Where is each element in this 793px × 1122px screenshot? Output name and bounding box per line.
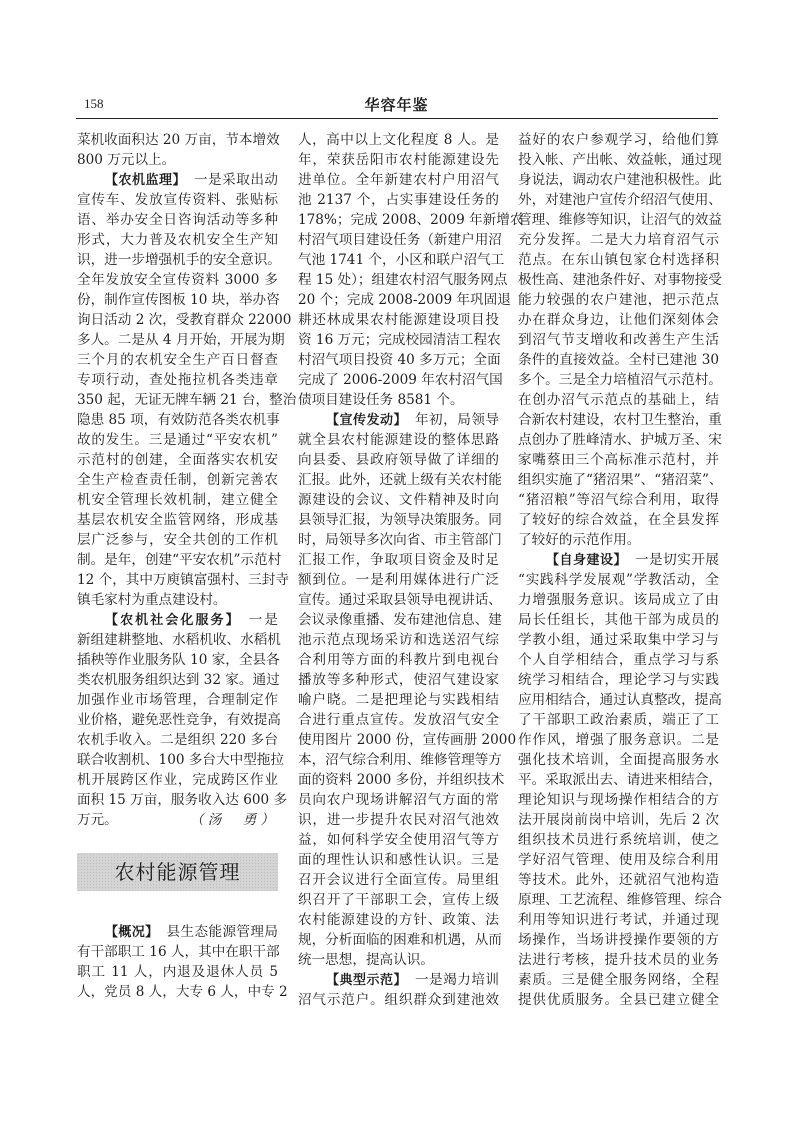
text-line [518, 950, 719, 970]
line-text: 识，进一步增强机手的安全意识。 [77, 252, 281, 268]
line-text: 宣传车、发放宣传资料、张贴标 [77, 192, 278, 208]
text-line [77, 630, 281, 650]
text-line [77, 590, 278, 610]
text-line [298, 150, 499, 170]
line-text: 联合收割机、100 多台大中型拖拉 [77, 752, 284, 768]
text-line [518, 850, 719, 870]
text-line [298, 270, 508, 290]
line-text: 到沼气节支增收和改善生产生活 [518, 332, 719, 348]
text-line [518, 230, 719, 250]
line-text: 汇报工作，争取项目资金及时足 [298, 552, 499, 568]
line-text: 在创办沼气示范点的基础上，结 [518, 392, 719, 408]
line-text: 范点。在东山镇包家仓村选择积 [518, 252, 719, 268]
line-text: 额到位。一是利用媒体进行广泛 [298, 572, 499, 588]
text-line [518, 570, 719, 590]
line-text: 作作风，增强了服务意识。二是 [518, 732, 719, 748]
line-text: 询日活动 2 次，受教育群众 22000 [77, 312, 292, 328]
text-line [518, 130, 719, 150]
text-line [518, 770, 722, 790]
text-line [518, 410, 722, 430]
line-text: 识，进一步提升农民对沼气池效 [298, 812, 499, 828]
text-line [298, 790, 499, 810]
text-line [77, 350, 278, 370]
text-line [518, 790, 719, 810]
text-line [298, 130, 499, 150]
text-line [518, 370, 722, 390]
line-text: 了干部职工政治素质，端正了工 [518, 712, 719, 728]
text-line [518, 910, 719, 930]
text-line [298, 730, 517, 750]
text-line [518, 650, 719, 670]
text-line [77, 730, 278, 750]
text-line [77, 570, 289, 590]
line-text: 利用等知识进行考试，并通过现 [518, 912, 719, 928]
text-line [77, 410, 278, 430]
text-line [518, 450, 719, 470]
line-text: 合利用等方面的科教片到电视台 [298, 652, 499, 668]
line-text: 局长任组长，其他干部为成员的 [518, 612, 719, 628]
text-line [77, 942, 278, 962]
text-column-2 [298, 130, 524, 1010]
text-line [77, 690, 278, 710]
text-line [77, 130, 278, 150]
line-text: 管理、维修等知识，让沼气的效益 [518, 212, 722, 228]
line-text: 办在群众身边，让他们深刻体会 [518, 312, 719, 328]
line-text: 农机手收入。二是组织 220 多台 [77, 732, 278, 748]
line-text: 学好沼气管理、使用及综合利用 [518, 852, 719, 868]
line-text: 一是 [248, 612, 278, 628]
line-text: 新组建耕整地、水稻机收、水稻机 [77, 632, 281, 648]
line-text: 组织实施了“猪沼果”、“猪沼菜”、 [518, 472, 723, 488]
line-text: 家嘴蔡田三个高标准示范村，并 [518, 452, 719, 468]
line-text: 债项目建设任务 8581 个。 [298, 392, 464, 408]
line-text: 法开展岗前岗中培训，先后 2 次 [518, 812, 719, 828]
line-text: 三个月的农机安全生产百日督查 [77, 352, 278, 368]
text-line [298, 330, 499, 350]
text-line [77, 150, 278, 170]
line-text: 机安全管理长效机制，建立健全 [77, 492, 278, 508]
text-line [298, 190, 499, 210]
line-text: 组织技术员进行系统培训，使之 [518, 832, 719, 848]
text-line [298, 830, 499, 850]
text-line [298, 690, 499, 710]
text-line [518, 470, 723, 490]
text-line [518, 210, 722, 230]
line-text: 份，制作宣传图板 10 块，举办咨 [77, 292, 280, 308]
text-line [77, 470, 278, 490]
text-line [298, 210, 524, 230]
line-text: 点创办了胜峰清水、护城万圣、宋 [518, 432, 722, 448]
line-text: 类农机服务组织达到 32 家。通过 [77, 672, 280, 688]
text-line [298, 630, 499, 650]
text-line [518, 710, 719, 730]
text-line [518, 890, 722, 910]
line-text: 制。是年，创建“平安农机”示范村 [77, 552, 282, 568]
text-line [518, 830, 719, 850]
line-text: 人，党员 8 人，大专 6 人，中专 2 [77, 984, 288, 1000]
text-line [298, 910, 499, 930]
line-text: 资 16 万元；完成校园清洁工程农 [298, 332, 501, 348]
line-text: 一是切实开展 [634, 552, 719, 568]
line-text: 12 个，其中万庾镇富强村、三封寺 [77, 572, 289, 588]
line-text: 全生产检查责任制，创新完善农 [77, 472, 278, 488]
line-text: 规，分析面临的困难和机遇，从而 [298, 932, 502, 948]
line-text: 场操作，当场讲授操作要领的方 [518, 932, 719, 948]
line-text: 故的发生。三是通过“平安农机” [77, 432, 278, 448]
text-line [518, 930, 719, 950]
line-text: 层广泛参与，安全共创的工作机 [77, 532, 278, 548]
line-text: 隐患 85 项，有效防范各类农机事 [77, 412, 280, 428]
line-text: 源建设的会议、文件精神及时向 [298, 492, 499, 508]
line-text: 力增强服务意识。该局成立了由 [518, 592, 719, 608]
text-line [518, 390, 719, 410]
line-text: 条件的直接效益。全村已建池 30 [518, 352, 719, 368]
text-line [518, 870, 719, 890]
line-text: 法进行考核，提升技术员的业务 [518, 952, 719, 968]
text-line [298, 610, 502, 630]
text-line [77, 962, 278, 982]
text-line [298, 550, 499, 570]
text-line [298, 490, 499, 510]
section-heading: 农村能源管理 [77, 853, 278, 891]
line-text: 汇报。此外，还就上级有关农村能 [298, 472, 502, 488]
line-text: 语、举办安全日咨询活动等多种 [77, 212, 278, 228]
line-text: 示范村的创建，全面落实农机安 [77, 452, 278, 468]
line-text: 统一思想，提高认识。 [298, 952, 434, 968]
line-text: 机开展跨区作业，完成跨区作业 [77, 772, 278, 788]
text-line [298, 470, 502, 490]
line-text: 有干部职工 16 人，其中在职干部 [77, 944, 280, 960]
text-line [77, 770, 278, 790]
text-line [77, 650, 278, 670]
text-line [77, 430, 278, 450]
line-text: 合新农村建设，农村卫生整治，重 [518, 412, 722, 428]
line-text: 职工 11 人，内退及退休人员 5 [77, 964, 278, 980]
text-line [298, 570, 499, 590]
subsection-heading: 【概况】 [105, 925, 159, 940]
text-line [298, 430, 499, 450]
text-line [518, 150, 722, 170]
text-line [77, 310, 292, 330]
line-text: 插秧等作业服务队 10 家，全县各 [77, 652, 280, 668]
text-line [298, 510, 502, 530]
text-line [298, 850, 499, 870]
subsection-heading: 【自身建设】 [546, 553, 627, 568]
line-text: “猪沼粮”等沼气综合利用，取得 [518, 492, 719, 508]
line-text: 身说法，调动农户建池积极性。此 [518, 172, 722, 188]
header-rule [76, 118, 718, 119]
text-line [518, 690, 722, 710]
line-text: 会议录像重播、发布建池信息、建 [298, 612, 502, 628]
text-line [298, 810, 499, 830]
text-line [77, 230, 278, 250]
text-line [77, 370, 278, 390]
text-line [518, 270, 722, 290]
line-text: 多人。二是从 4 月开始，开展为期 [77, 332, 285, 348]
text-line [518, 170, 722, 190]
text-line [298, 390, 499, 410]
text-line [77, 330, 285, 350]
line-text: 应用相结合，通过认真整改，提高 [518, 692, 722, 708]
line-text: 原理、工艺流程、维修管理、综合 [518, 892, 722, 908]
text-line [518, 730, 719, 750]
line-text: 沼气示范户。组织群众到建池效 [298, 992, 499, 1008]
line-text: 益好的农户参观学习，给他们算 [518, 132, 719, 148]
line-text: 基层农机安全监管网络，形成基 [77, 512, 278, 528]
text-line [77, 750, 284, 770]
line-text: 理论知识与现场操作相结合的方 [518, 792, 719, 808]
text-line [77, 530, 278, 550]
text-line [77, 390, 297, 410]
subsection-heading: 【典型示范】 [326, 973, 407, 988]
text-line [518, 670, 719, 690]
text-line [298, 350, 499, 370]
line-text: 统学习相结合，理论学习与实践 [518, 672, 719, 688]
text-line [298, 290, 511, 310]
text-line [518, 550, 719, 570]
line-text: 了较好的综合效益，在全县发挥 [518, 512, 719, 528]
text-line [518, 750, 719, 770]
text-line [77, 170, 278, 190]
line-text: 极性高、建池条件好、对事物接受 [518, 272, 722, 288]
text-line [298, 410, 499, 430]
line-text: 外，对建池户宣传介绍沼气使用、 [518, 192, 722, 208]
line-text: 面的理性认识和感性认识。三是 [298, 852, 499, 868]
text-line [298, 590, 502, 610]
line-text: 池示范点现场采访和选送沼气综 [298, 632, 499, 648]
text-line [298, 230, 502, 250]
text-line [518, 530, 719, 550]
line-text: 宣传。通过采取县领导电视讲话、 [298, 592, 502, 608]
subsection-heading: 【宣传发动】 [326, 413, 407, 428]
text-line [298, 890, 499, 910]
text-line [77, 610, 278, 630]
text-line [298, 950, 499, 970]
line-text: 镇毛家村为重点建设村。 [77, 592, 227, 608]
text-column-3 [518, 130, 723, 1010]
subsection-heading: 【农机社会化服务】 [105, 613, 241, 628]
text-line [77, 710, 281, 730]
subsection-heading: 【农机监理】 [105, 173, 186, 188]
text-line [518, 610, 719, 630]
line-text: 年初，局领导 [414, 412, 499, 428]
text-line [518, 590, 719, 610]
line-text: 人，高中以上文化程度 8 人。是 [298, 132, 499, 148]
running-title: 华容年鉴 [364, 96, 429, 114]
text-line [518, 490, 719, 510]
text-line [518, 810, 719, 830]
line-text: 合进行重点宣传。发放沼气安全 [298, 712, 499, 728]
text-line [77, 510, 278, 530]
author-credit: （汤 勇） [190, 812, 278, 828]
line-text: 县生态能源管理局 [166, 924, 278, 940]
line-text: 菜机收面积达 20 万亩，节本增效 [77, 132, 280, 148]
line-text: 召开会议进行全面宣传。局里组 [298, 872, 499, 888]
text-line [518, 350, 719, 370]
line-text: 一是竭力培训 [414, 972, 499, 988]
line-text: 万元。 [77, 812, 118, 828]
text-line [298, 870, 499, 890]
text-line [298, 370, 503, 390]
text-line [298, 990, 499, 1010]
line-text: 村沼气项目投资 40 多万元；全面 [298, 352, 501, 368]
line-text: 业价格，避免恶性竞争，有效提高 [77, 712, 281, 728]
line-text: 加强作业市场管理，合理制定作 [77, 692, 278, 708]
line-text: 程 15 处）；组建农村沼气服务网点 [298, 272, 508, 288]
text-line [518, 630, 719, 650]
line-text: 耕还林成果农村能源建设项目投 [298, 312, 499, 328]
text-line [518, 250, 719, 270]
text-line [77, 450, 278, 470]
line-text: 进单位。全年新建农村户用沼气 [298, 172, 499, 188]
line-text: 织召开了干部职工会，宣传上级 [298, 892, 499, 908]
text-line [77, 790, 288, 810]
text-line [77, 290, 278, 310]
text-line [518, 190, 722, 210]
text-line [518, 510, 719, 530]
text-line [77, 922, 278, 942]
line-text: 向县委、县政府领导做了详细的 [298, 452, 499, 468]
line-text: 学教小组，通过采取集中学习与 [518, 632, 719, 648]
text-line [518, 970, 719, 990]
line-text: “实践科学发展观”学教活动，全 [518, 572, 719, 588]
line-text: 池 2137 个，占实事建设任务的 [298, 192, 499, 208]
line-text: 专项行动，查处拖拉机各类违章 [77, 372, 278, 388]
line-text: 年，荣获岳阳市农村能源建设先 [298, 152, 499, 168]
text-line [298, 970, 499, 990]
text-line [518, 990, 719, 1010]
line-text: 农村能源建设的方针、政策、法 [298, 912, 499, 928]
line-text: 面积 15 万亩，服务收入达 600 多 [77, 792, 288, 808]
line-text: 播放等多种形式，使沼气建设家 [298, 672, 499, 688]
text-line [298, 530, 502, 550]
line-text: 投入帐、产出帐、效益帐，通过现 [518, 152, 722, 168]
text-line [298, 930, 502, 950]
line-text: 形式，大力普及农机安全生产知 [77, 232, 278, 248]
line-text: 了较好的示范作用。 [518, 532, 641, 548]
line-text: 使用图片 2000 份，宣传画册 2000 [298, 732, 517, 748]
text-line [298, 170, 499, 190]
text-line [77, 490, 278, 510]
line-text: 提供优质服务。全县已建立健全 [518, 992, 719, 1008]
text-line [77, 670, 278, 690]
text-line [77, 982, 288, 1002]
text-line [77, 250, 281, 270]
line-text: 面的资料 2000 多份，并组织技术 [298, 772, 505, 788]
text-line [77, 190, 278, 210]
line-text: 平。采取派出去、请进来相结合， [518, 772, 722, 788]
line-text: 完成了 2006-2009 年农村沼气国 [298, 372, 503, 388]
line-text: 充分发挥。二是大力培育沼气示 [518, 232, 719, 248]
text-line [298, 750, 502, 770]
line-text: 县领导汇报，为领导决策服务。同 [298, 512, 502, 528]
line-text: 多个。三是全力培植沼气示范村。 [518, 372, 722, 388]
text-line [518, 310, 719, 330]
text-line [298, 250, 505, 270]
text-line [298, 310, 499, 330]
line-text: 益，如何科学安全使用沼气等方 [298, 832, 499, 848]
text-line [518, 330, 719, 350]
line-text: 178%；完成 2008、2009 年新增农 [298, 212, 524, 228]
line-text: 员向农户现场讲解沼气方面的常 [298, 792, 499, 808]
line-text: 能力较强的农户建池，把示范点 [518, 292, 719, 308]
text-line [77, 550, 282, 570]
line-text: 800 万元以上。 [77, 152, 176, 168]
text-column-1 [77, 130, 297, 1002]
line-text: 个人自学相结合，重点学习与系 [518, 652, 719, 668]
text-line [518, 290, 719, 310]
text-line [518, 430, 722, 450]
line-text: 素质。三是健全服务网络，全程 [518, 972, 719, 988]
text-line [298, 650, 499, 670]
line-text: 本，沼气综合利用、维修管理等方 [298, 752, 502, 768]
text-line [77, 810, 278, 830]
text-line [77, 270, 278, 290]
page-number: 158 [84, 96, 104, 111]
line-text: 强化技术培训，全面提高服务水 [518, 752, 719, 768]
text-line [298, 670, 499, 690]
text-line [298, 450, 499, 470]
line-text: 就全县农村能源建设的整体思路 [298, 432, 499, 448]
line-text: 时，局领导多次向省、市主管部门 [298, 532, 502, 548]
text-line [77, 210, 278, 230]
line-text: 等技术。此外，还就沼气池构造 [518, 872, 719, 888]
line-text: 村沼气项目建设任务（新建户用沼 [298, 232, 502, 248]
line-text: 喻户晓。二是把理论与实践相结 [298, 692, 499, 708]
line-text: 一是采取出动 [193, 172, 278, 188]
text-line [298, 770, 505, 790]
line-text: 20 个；完成 2008-2009 年巩固退 [298, 292, 511, 308]
line-text: 全年发放安全宣传资料 3000 多 [77, 272, 278, 288]
line-text: 350 起，无证无牌车辆 21 台，整治 [77, 392, 297, 408]
text-line [298, 710, 499, 730]
line-text: 气池 1741 个，小区和联户沼气工 [298, 252, 505, 268]
